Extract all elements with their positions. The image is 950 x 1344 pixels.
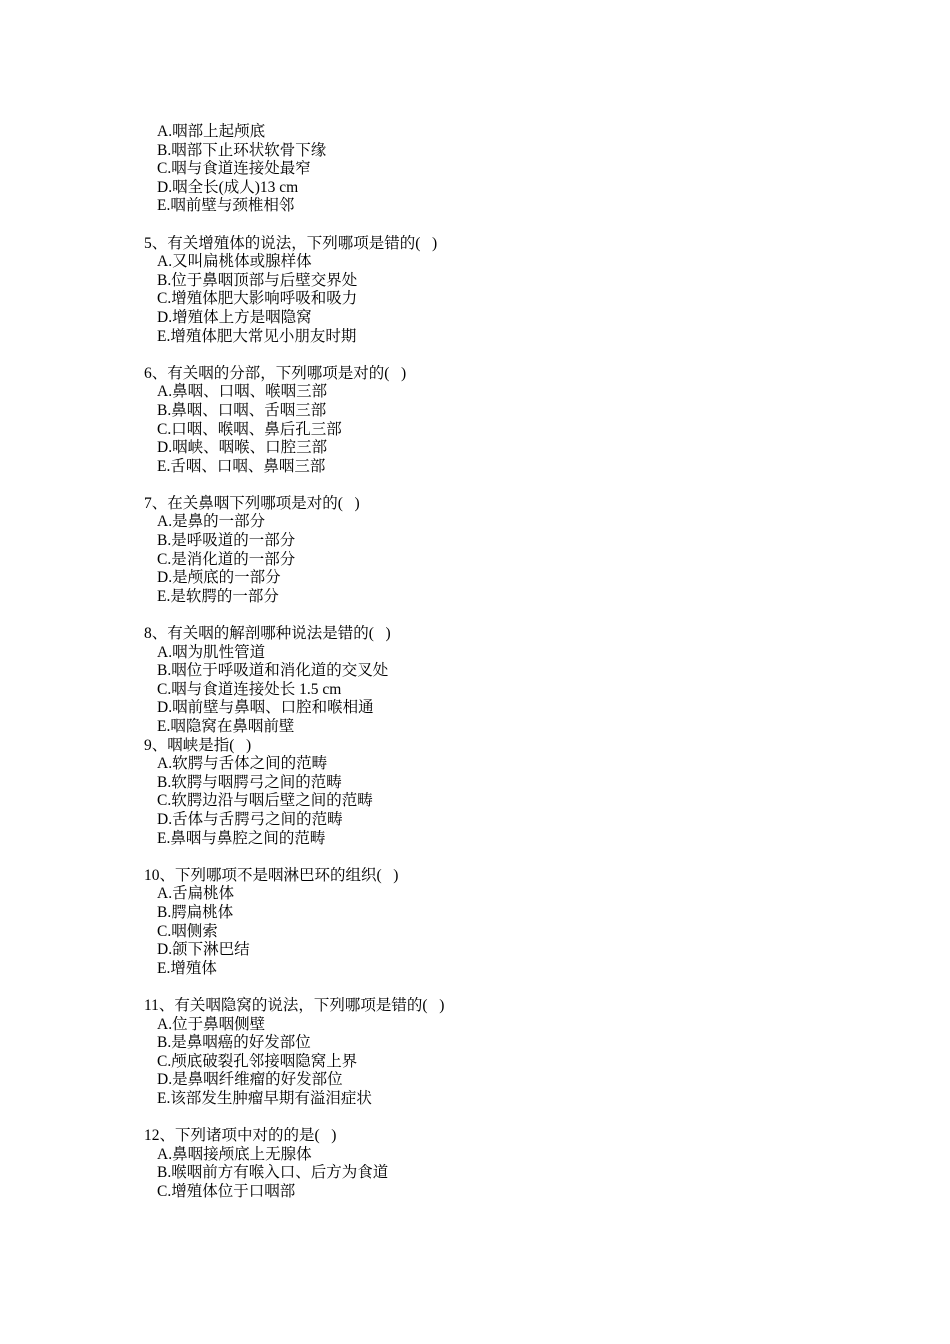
option-a: A.鼻咽、口咽、喉咽三部 [157, 383, 328, 401]
option-b: B.是呼吸道的一部分 [157, 532, 296, 550]
question-stem: 7、在关鼻咽下列哪项是对的( ) [144, 494, 360, 512]
question-5 [144, 235, 844, 347]
question-stem: 6、有关咽的分部，下列哪项是对的( ) [144, 364, 407, 382]
question-10 [144, 867, 844, 979]
question-11 [144, 997, 844, 1109]
option-a: A.又叫扁桃体或腺样体 [157, 253, 312, 271]
option-d: D.是颅底的一部分 [157, 569, 281, 587]
option-e: E.舌咽、口咽、鼻咽三部 [157, 457, 326, 475]
option-e: E.是软腭的一部分 [157, 587, 279, 605]
option-c: C.增殖体肥大影响呼吸和吸力 [157, 290, 358, 308]
option-d: D.咽峡、咽喉、口腔三部 [157, 439, 328, 457]
option-e: E.增殖体 [157, 959, 217, 977]
option-b: B.喉咽前方有喉入口、后方为食道 [157, 1164, 389, 1182]
question-7 [144, 495, 844, 607]
option-a: A.咽部上起颅底 [157, 123, 266, 140]
option-e: E.咽前壁与颈椎相邻 [157, 197, 295, 215]
option-c: C.是消化道的一部分 [157, 550, 296, 568]
option-c: C.咽与食道连接处长 1.5 cm [157, 680, 342, 698]
question-stem: 10、下列哪项不是咽淋巴环的组织( ) [144, 866, 399, 884]
option-b: B.咽位于呼吸道和消化道的交叉处 [157, 662, 389, 680]
option-c: C.软腭边沿与咽后壁之间的范畴 [157, 792, 373, 810]
option-d: D.是鼻咽纤维瘤的好发部位 [157, 1071, 343, 1089]
option-a: A.是鼻的一部分 [157, 513, 266, 531]
option-c: C.咽侧索 [157, 922, 218, 940]
question-stem: 8、有关咽的解剖哪种说法是错的( ) [144, 625, 391, 643]
option-b: B.是鼻咽癌的好发部位 [157, 1034, 311, 1052]
option-a: A.舌扁桃体 [157, 885, 235, 903]
question-6 [144, 365, 844, 477]
option-e: E.该部发生肿瘤早期有溢泪症状 [157, 1089, 372, 1107]
question-stem: 12、下列诸项中对的的是( ) [144, 1127, 337, 1145]
option-e: E.增殖体肥大常见小朋友时期 [157, 327, 357, 345]
question-9 [144, 737, 844, 849]
option-b: B.咽部下止环状软骨下缘 [157, 141, 327, 159]
option-d: D.咽前壁与鼻咽、口腔和喉相通 [157, 699, 374, 717]
question-8 [144, 625, 844, 737]
option-d: D.咽全长(成人)13 cm [157, 178, 299, 196]
question-stem: 5、有关增殖体的说法，下列哪项是错的( ) [144, 234, 438, 252]
question-12 [144, 1127, 844, 1201]
option-c: C.颅底破裂孔邻接咽隐窝上界 [157, 1052, 358, 1070]
option-c: C.增殖体位于口咽部 [157, 1182, 296, 1200]
option-a: A.咽为肌性管道 [157, 643, 266, 661]
option-a: A.软腭与舌体之间的范畴 [157, 755, 328, 773]
option-c: C.咽与食道连接处最窄 [157, 160, 311, 178]
question-4-continued [144, 123, 844, 216]
option-e: E.咽隐窝在鼻咽前壁 [157, 718, 295, 735]
option-d: D.颌下淋巴结 [157, 941, 250, 959]
option-b: B.位于鼻咽顶部与后壁交界处 [157, 271, 358, 289]
question-stem: 9、咽峡是指( ) [144, 736, 252, 754]
option-b: B.软腭与咽腭弓之间的范畴 [157, 773, 342, 791]
option-e: E.鼻咽与鼻腔之间的范畴 [157, 829, 326, 847]
option-a: A.位于鼻咽侧壁 [157, 1015, 266, 1033]
option-a: A.鼻咽接颅底上无腺体 [157, 1145, 312, 1163]
question-list [144, 123, 844, 1201]
option-b: B.腭扁桃体 [157, 903, 234, 921]
option-d: D.增殖体上方是咽隐窝 [157, 308, 312, 326]
option-d: D.舌体与舌腭弓之间的范畴 [157, 810, 343, 828]
option-c: C.口咽、喉咽、鼻后孔三部 [157, 420, 342, 438]
question-stem: 11、有关咽隐窝的说法，下列哪项是错的( ) [144, 996, 445, 1014]
option-b: B.鼻咽、口咽、舌咽三部 [157, 401, 327, 419]
